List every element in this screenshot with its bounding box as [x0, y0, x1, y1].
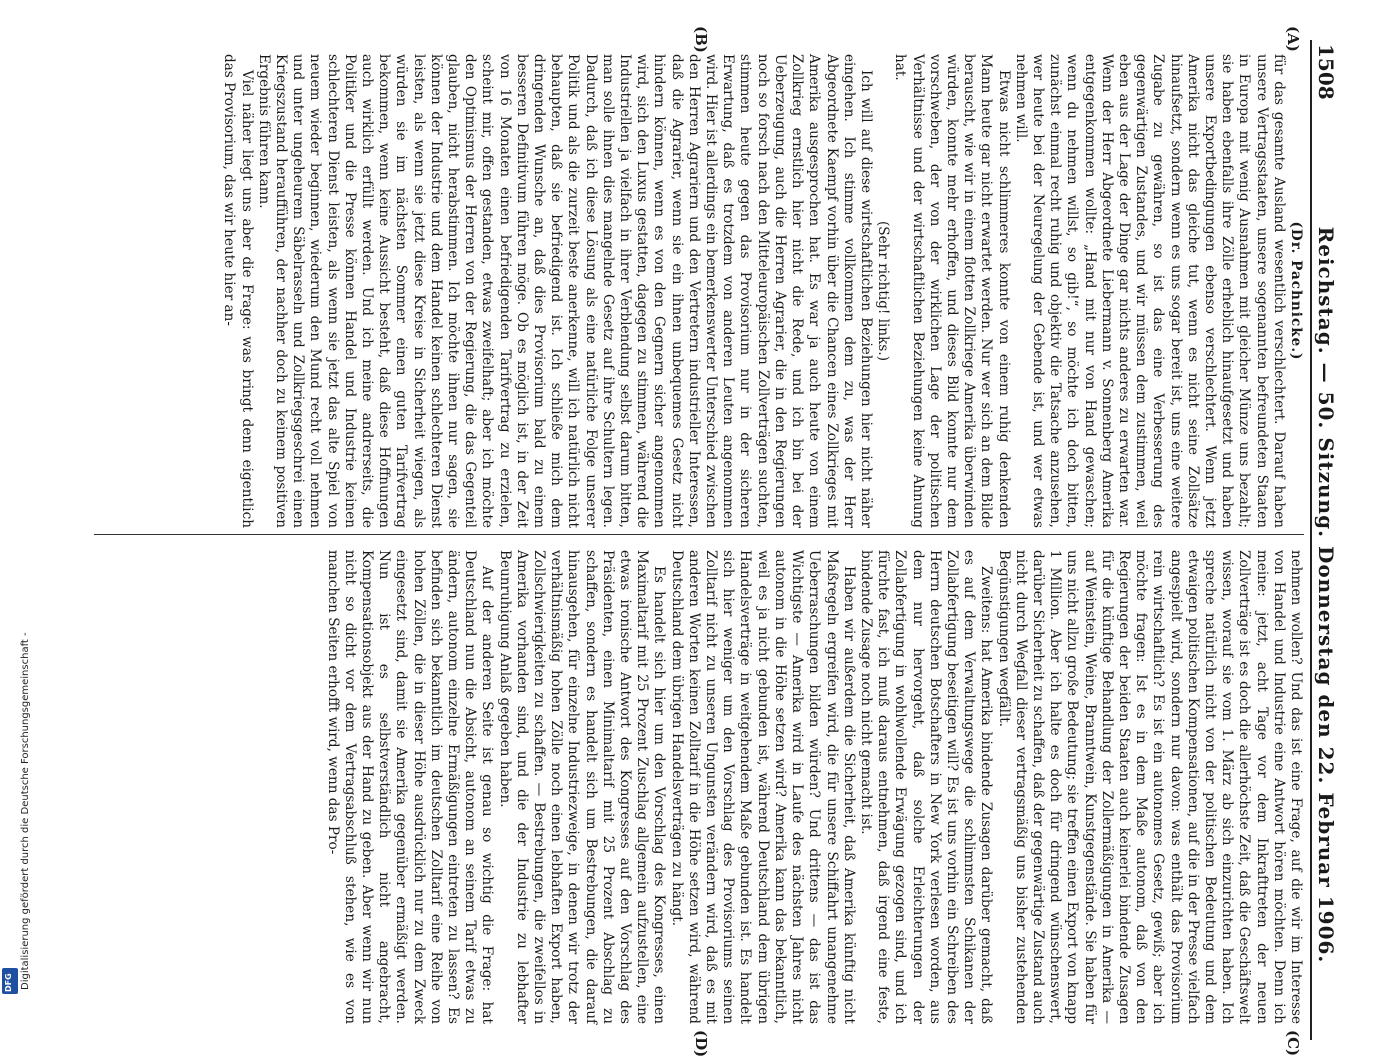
margin-marker-c: (C) — [1284, 1030, 1302, 1057]
margin-marker-d: (D) — [692, 1030, 710, 1057]
column-divider — [94, 534, 1304, 535]
paragraph: für das gesamte Ausland wesentlich verschlechtert. Darauf haben unsere Vertragsstaaten, unsere sogenannten befreundeten Staaten in Europa mit wenig Ausnahmen mit gleicher Münze uns bezahlt; sie haben ebenfalls ihre Zölle erheblich hinaufgesetzt und haben unsere Exportbedingungen ebenso verschlechtert. Wenn jetzt Amerika nicht das gleiche tut, wenn es nicht seine Zollsätze hinaufsetzt, sondern wenn es uns sogar bereit ist, uns eine weitere Zugabe zu gewähren, so ist das eine Verbesserung des gegenwärtigen Zustandes, und wir müssen dem zustimmen, weil eben aus der Lage der Dinge gar nichts anderes zu erwarten war. Wenn der Herr Abgeordnete Liebermann v. Sonnenberg Amerika entgegenkommen wollte: „Hand mit nur von Hand gewaschen; wenn du nehmen willst, so gib!“, so möchte ich doch bitten, zunächst einmal recht ruhig und objektiv die Tatsache anzusehen, wer heute bei der Neuregelung der Gebende ist, und wer etwas nehmen will. — [1012, 54, 1287, 528]
dfg-logo-text: DFG — [4, 973, 13, 992]
page-header — [1310, 40, 1340, 1040]
running-title: Reichstag. — 50. Sitzung. Donnerstag den 22. Februar 1906. — [1314, 226, 1338, 964]
rotated-page — [80, 26, 1340, 1057]
margin-marker-a: (A) — [1284, 26, 1302, 52]
dfg-logo-icon — [2, 968, 18, 994]
paragraph: nehmen wollen? Und das ist eine Frage, auf die wir im Interesse von Handel und Industrie eine Antwort hören möchten. Denn ich meine: jetzt, acht Tage vor dem Inkrafttreten der neuen Zollverträge ist es doch die allerhöchste Zeit, daß die Geschäftswelt wissen, worauf sie vom 1. März ab sich einzurichten haben. Ich spreche natürlich nicht von der politischen Bedeutung und dem etwaigen politischen Kompensationen, auf die in der Presse vielfach angespielt wird, sondern nur davon: was enthält das Provisorium rein wirtschaftlich? Es ist ein autonomes Gesetz, gewiß; aber ich möchte fragen: Ist es in dem Maße autonom, daß von den Regierungen der beiden Staaten auch keinerlei bindende Zusagen für die künftige Behandlung der Zollermäßigungen in Amerika — auf Weinstein, Weine, Branntwein, Kunstgegenstände. Sie haben für uns nicht allzu große Bedeutung; sie treffen einen Export von knapp 1 Million. Aber ich halte es doch für dringend wünschenswert, darüber Sicherheit zu schaffen, daß der gegenwärtige Zustand auch nicht durch Wegfall dieser vertragsmäßig uns bisher zustehenden Begünstigungen wegfällt. — [995, 550, 1304, 1024]
paragraph: Viel näher liegt uns aber die Frage: was bringt denn eigentlich das Provisorium, das wir heute hier an- — [221, 54, 255, 528]
applause-note: (Sehr richtig! links.) — [875, 220, 892, 362]
digitization-credit — [2, 600, 31, 990]
credit-text: Digitalisierung gefördert durch die Deutsche Forschungsgemeinschaft - — [20, 632, 31, 990]
speaker-name: (Dr. Pachnicke.) — [1288, 221, 1304, 361]
page-number: 1508 — [1314, 44, 1338, 100]
paragraph: Ich will auf diese wirtschaftlichen Beziehungen hier nicht näher eingehen. Ich stimme vollkommen dem zu, was der Herr Abgeordnete Kaempf vorhin über die Chancen eines Zollkrieges mit Amerika ausgesprochen hat. Es war ja auch heute von einem Zollkrieg ernstlich hier nicht die Rede, und ich bin bei der Ueberzeugung, auch die Herren Agrarier, die in den Regierungen noch so forsch nach den Mitteleuropäischen Zollverträgen suchten, stimmen heute gegen das Provisorium nur in der sicheren Erwartung, daß es trotzdem von anderen Leuten angenommen wird. Hier ist allerdings ein bemerkenswerter Unterschied zwischen den Herren Agrariern und den Vertretern industrieller Interessen, daß die Agrarier, wenn sie ein ihnen unbequemes Gesetz nicht hindern können, wenn es von den Gegnern sicher angenommen wird, sich den Luxus gestatten, dagegen zu stimmen, während die Industriellen ja vielfach in ihrer Verblendung selbst darum bitten, man solle ihnen dies mangelnde Gesetz auf ihre Schultern legen. Dadurch, daß ich diese Lösung als eine natürliche Folge unserer Politik und als die zurzeit beste anerkenne, will ich natürlich nicht behaupten, daß sie befriedigend ist. Ich schließe mich dem dringenden Wunsche an, daß dies Provisorium bald zu einem besseren Definitivum führen möge. Ob es möglich ist, in der Zeit von 16 Monaten einen befriedigenden Tarifvertrag zu erzielen, scheint mir, offen gestanden, etwas zweifelhaft; aber ich möchte den Optimismus der Herren von der Regierung, die das Gegenteil glauben, nicht herabstimmen. Ich möchte ihnen nur sagen, sie können der Industrie und dem Handel keinen schlechteren Dienst leisten, als wenn sie jetzt diese Kreise in Sicherheit wiegen, als würden sie im nächsten Sommer einen guten Tarifvertrag bekommen, wenn keine Aussicht besteht, daß diese Hoffnungen auch wirklich erfüllt werden. Und ich meine andrerseits, die Politiker und die Presse können Handel und Industrie keinen schlechteren Dienst leisten, als wenn sie jetzt das alte Spiel von neuem wieder beginnen, wiederum den Mund recht voll nehmen und unter ungeheurem Säbelrasseln und Zollkriegsgeschrei einen Kriegszustand heraufführen, der nachher doch zu keinem positiven Ergebnis führen kann. — [255, 54, 874, 528]
left-column — [94, 54, 1304, 528]
margin-marker-b: (B) — [692, 26, 710, 53]
paragraph: Zweitens: hat Amerika bindende Zusagen darüber gemacht, daß es auf dem Verwaltungswege die schlimmsten Schikanen der Zollabfertigung beseitigen will? Es ist uns vorhin ein Schreiben des Herrn deutschen Botschafters in New York verlesen worden, aus dem nur hervorgeht, daß solche Erleichterungen der Zollabfertigung in wohlwollende Erwägung gezogen sind, und ich fürchte fast, ich muß daraus entnehmen, daß irgend eine feste, bindende Zusage noch nicht gemacht ist. — [857, 550, 995, 1024]
paragraph: Haben wir außerdem die Sicherheit, daß Amerika künftig nicht Maßregeln ergreifen wird, die für unsere Schiffahrt unangenehme Ueberraschungen bilden würden? Und drittens — das ist das Wichtigste — Amerika wird in Laufe des nächsten Jahres nicht autonom in die Höhe setzen wird? Amerika kann das bekanntlich, weil es ja nicht gebunden ist, während Deutschland dem übrigen Handelsverträge in weitgehendem Maße gebunden ist. Es handelt sich hier weniger um den Vorschlag des Provisoriums seinen Zolltarif nicht zu unseren Ungunsten verändern wird, daß es mit anderen Worten keinen Zolltarif in die Höhe setzen wird, während Deutschland dem übrigen Handelsverträgen zu hängt. — [668, 550, 857, 1024]
paragraph: Etwas nicht schlimmeres konnte von einem ruhig denkenden Mann heute gar nicht erwartet werden. Nur wer sich an dem Bilde berauscht, wie wir in einem flotten Zollkriege Amerika überwinden würden, konnte mehr erhoffen, und dieses Bild konnte nur dem vorschweben, der von der wirklichen Lage der politischen Verhältnisse und der wirtschaftlichen Beziehungen keine Ahnung hat. — [892, 54, 1012, 528]
paragraph: Auf der anderen Seite ist genau so wichtig die Frage: hat Deutschland nun die Absicht, autonom an seinem Tarif etwas zu ändern, autonom einzelne Ermäßigungen eintreten zu lassen? Es befinden sich bekanntlich im deutschen Zolltarif eine Reihe von hohen Zöllen, die in dieser Höhe ausdrücklich nur zu dem Zweck eingesetzt sind, damit sie Amerika gegenüber ermäßigt werden. Nun ist es selbstverständlich nicht angebracht, Kompensationsobjekt aus der Hand zu geben. Aber wenn wir nun nicht so dicht vor dem Vertragsabschluß stehen, wie es von manchen Seiten erhofft wird, wenn das Pro- — [324, 550, 496, 1024]
paragraph: Es handelt sich hier um den Vorschlag des Kongresses, einen Maximaltarif mit 25 Prozent Zuschlag allgemein aufzustellen, eine etwas ironische Antwort des Kongresses auf den Vorschlag des Präsidenten, einen Minimaltarif mit 25 Prozent Abschlag zu schaffen, sondern es handelt sich um Bestrebungen, die darauf hinausgehen, für einzelne Industriezweige, in denen wir trotz der verhältnismäßig hohen Zölle noch einen lebhaften Export haben, Zollschwierigkeiten zu schaffen. — Bestrebungen, die zweifellos in Amerika vorhanden sind, und die der Industrie zu lebhafter Beunruhigung Anlaß gegeben haben. — [496, 550, 668, 1024]
right-column — [94, 550, 1304, 1024]
